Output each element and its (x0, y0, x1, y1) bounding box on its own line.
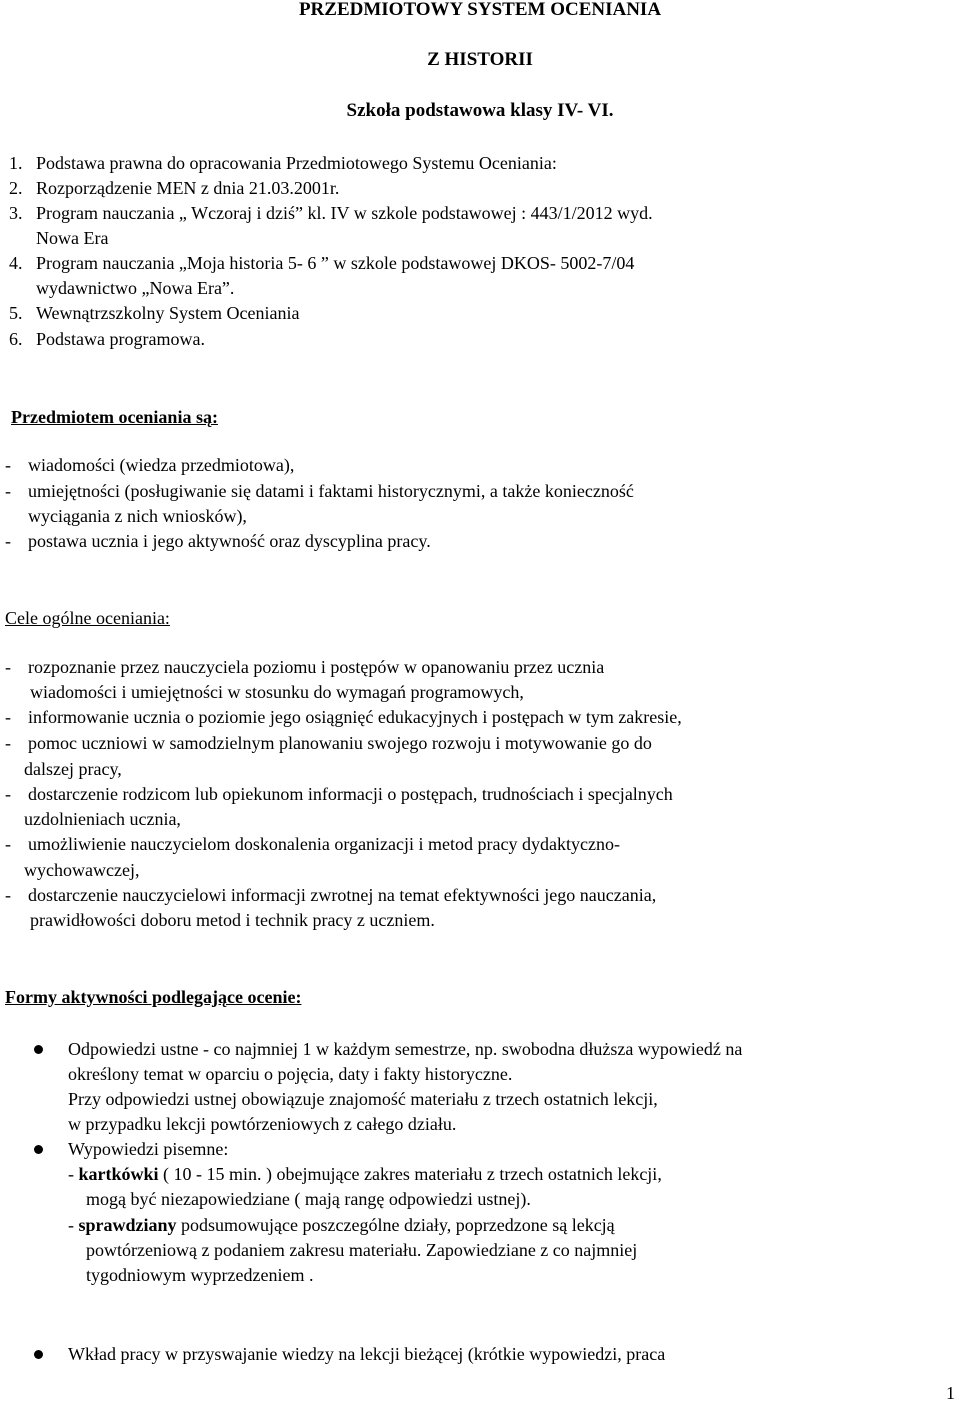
sprawdziany-term: sprawdziany (78, 1215, 177, 1235)
list-number: 5. (9, 303, 23, 323)
dash-marker: - (5, 885, 11, 905)
list-number: 1. (9, 153, 23, 173)
sprawdziany-line: - sprawdziany podsumowujące poszczególne działy, poprzedzone są lekcją (68, 1215, 615, 1235)
list-item-continuation: Przy odpowiedzi ustnej obowiązuje znajomość materiału z trzech ostatnich lekcji, (68, 1089, 658, 1109)
dash-marker: - (5, 733, 11, 753)
page-number: 1 (946, 1383, 955, 1403)
list-item: Wewnątrzszkolny System Oceniania (36, 303, 300, 323)
dash-marker: - (5, 657, 11, 677)
list-item: Wkład pracy w przyswajanie wiedzy na lekcji bieżącej (krótkie wypowiedzi, praca (68, 1344, 666, 1364)
dash-marker: - (5, 834, 11, 854)
list-item-continuation: wydawnictwo „Nowa Era”. (36, 278, 235, 298)
list-item: dostarczenie rodzicom lub opiekunom informacji o postępach, trudnościach i specjalnych (28, 784, 673, 804)
list-item-continuation: Nowa Era (36, 228, 109, 248)
list-number: 3. (9, 203, 23, 223)
list-item: umiejętności (posługiwanie się datami i faktami historycznymi, a także konieczność (28, 481, 634, 501)
list-item: Program nauczania „ Wczoraj i dziś” kl. IV w szkole podstawowej : 443/1/2012 wyd. (36, 203, 653, 223)
list-item-continuation: uzdolnieniach ucznia, (24, 809, 181, 829)
list-item: umożliwienie nauczycielom doskonalenia organizacji i metod pracy dydaktyczno- (28, 834, 620, 854)
bullet-icon (34, 1350, 43, 1359)
list-item: wiadomości (wiedza przedmiotowa), (28, 455, 295, 475)
list-item-continuation: wychowawczej, (24, 860, 140, 880)
list-item: Odpowiedzi ustne - co najmniej 1 w każdym semestrze, np. swobodna dłuższa wypowiedź na (68, 1039, 743, 1059)
dash-marker: - (5, 707, 11, 727)
dash-marker: - (5, 455, 11, 475)
list-item: Rozporządzenie MEN z dnia 21.03.2001r. (36, 178, 340, 198)
document-title: PRZEDMIOTOWY SYSTEM OCENIANIA (298, 0, 662, 20)
subject-heading: Przedmiotem oceniania są: (11, 407, 218, 427)
list-item-continuation: określony temat w oparciu o pojęcia, daty i fakty historyczne. (68, 1064, 513, 1084)
list-item: Podstawa programowa. (36, 329, 205, 349)
dash-marker: - (5, 784, 11, 804)
list-item: dostarczenie nauczycielowi informacji zwrotnej na temat efektywności jego nauczania, (28, 885, 657, 905)
list-item-continuation: prawidłowości doboru metod i technik pracy z uczniem. (30, 910, 435, 930)
list-item-continuation: dalszej pracy, (24, 759, 122, 779)
list-item: Podstawa prawna do opracowania Przedmiotowego Systemu Oceniania: (36, 153, 557, 173)
kartkowki-term: kartkówki (78, 1164, 159, 1184)
goals-heading: Cele ogólne oceniania: (5, 608, 170, 628)
forms-heading: Formy aktywności podlegające ocenie: (5, 987, 302, 1007)
list-item-continuation: tygodniowym wyprzedzeniem . (86, 1265, 314, 1285)
dash-marker: - (5, 481, 11, 501)
list-item-continuation: mogą być niezapowiedziane ( mają rangę odpowiedzi ustnej). (86, 1189, 531, 1209)
dash-marker: - (5, 531, 11, 551)
list-item-continuation: wyciągania z nich wniosków), (28, 506, 247, 526)
list-number: 6. (9, 329, 23, 349)
list-number: 4. (9, 253, 23, 273)
list-item-continuation: w przypadku lekcji powtórzeniowych z całego działu. (68, 1114, 457, 1134)
list-item-continuation: wiadomości i umiejętności w stosunku do wymagań programowych, (30, 682, 524, 702)
document-subtitle: Z HISTORII (427, 49, 533, 70)
sprawdziany-description: podsumowujące poszczególne działy, poprzedzone są lekcją (176, 1215, 615, 1235)
school-level: Szkoła podstawowa klasy IV- VI. (346, 100, 614, 121)
list-item: pomoc uczniowi w samodzielnym planowaniu swojego rozwoju i motywowanie go do (28, 733, 652, 753)
list-item: postawa ucznia i jego aktywność oraz dyscyplina pracy. (28, 531, 431, 551)
kartkowki-description: ( 10 - 15 min. ) obejmujące zakres materiału z trzech ostatnich lekcji, (158, 1164, 662, 1184)
bullet-icon (34, 1145, 43, 1154)
bullet-icon (34, 1045, 43, 1054)
list-item: Program nauczania „Moja historia 5- 6 ” w szkole podstawowej DKOS- 5002-7/04 (36, 253, 635, 273)
kartkowki-line: - kartkówki ( 10 - 15 min. ) obejmujące zakres materiału z trzech ostatnich lekcji, (68, 1164, 662, 1184)
list-item-continuation: powtórzeniową z podaniem zakresu materiału. Zapowiedziane z co najmniej (86, 1240, 638, 1260)
list-item: informowanie ucznia o poziomie jego osiągnięć edukacyjnych i postępach w tym zakresie, (28, 707, 682, 727)
list-item: Wypowiedzi pisemne: (68, 1139, 229, 1159)
list-number: 2. (9, 178, 23, 198)
list-item: rozpoznanie przez nauczyciela poziomu i postępów w opanowaniu przez ucznia (28, 657, 605, 677)
